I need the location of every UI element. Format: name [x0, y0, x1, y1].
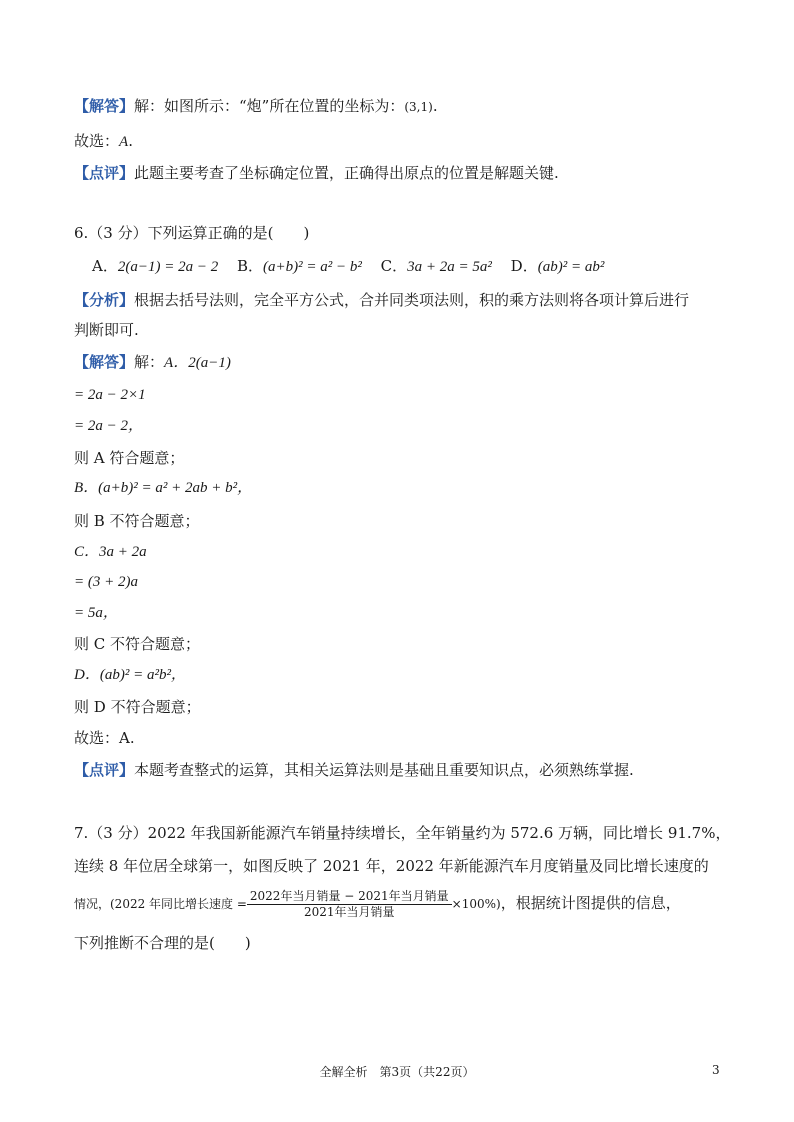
q6-options	[92, 256, 618, 277]
q6-step1: = 2a − 2×1	[74, 387, 146, 403]
dianping-tag: 【点评】	[74, 164, 135, 182]
q6-option-b	[237, 257, 362, 275]
q6-option-c	[381, 257, 492, 275]
q5-choice-label: 故选：	[74, 132, 120, 150]
q7-fraction-numerator: 2022年当月销量 − 2021年当月销量	[247, 889, 452, 905]
q6-solution-c: C．3a + 2a	[74, 544, 147, 560]
jieda-tag: 【解答】	[74, 353, 135, 371]
q6-option-d	[511, 257, 605, 275]
q6-conclusion-d: 则 D 不符合题意；	[74, 698, 201, 716]
q7-line1: 7.（3 分）2022 年我国新能源汽车销量持续增长，全年销量约为 572.6 万辆，同比增长 91.7%，	[74, 824, 731, 842]
q6-solution-a-expr: 2(a−1)	[188, 355, 231, 371]
jieda-tag: 【解答】	[74, 97, 135, 115]
q6-solution-b: B．(a+b)² = a² + 2ab + b²，	[74, 480, 253, 496]
option-letter: C．	[380, 257, 408, 275]
q6-solution-a-label: A．	[164, 355, 189, 371]
q6-solution-intro: 解：	[134, 353, 165, 371]
q6-final-choice: 故选：A.	[74, 729, 135, 747]
q6-conclusion-c: 则 C 不符合题意；	[74, 635, 201, 653]
q6-conclusion-b: 则 B 不符合题意；	[74, 512, 200, 530]
q6-solution-d: D．(ab)² = a²b²，	[74, 667, 186, 683]
q5-choice-end: .	[128, 132, 133, 150]
q5-comment-line	[74, 163, 559, 183]
q5-comment-text: 此题主要考查了坐标确定位置，正确得出原点的位置是解题关键.	[134, 164, 559, 182]
option-expr: (a+b)² = a² − b²	[263, 259, 362, 275]
q6-step2: = 2a − 2，	[74, 418, 143, 434]
option-letter: D．	[510, 257, 538, 275]
q6-analysis-line2: 判断即可.	[74, 321, 139, 339]
q7-line3	[74, 887, 681, 920]
q6-conclusion-a: 则 A 符合题意；	[74, 449, 185, 467]
q7-line4: 下列推断不合理的是( )	[74, 934, 251, 952]
q7-rate-label: 情况，(2022 年同比增长速度 =	[74, 897, 247, 911]
q7-rate-multiplier: ×100%)	[451, 897, 501, 911]
option-letter: B．	[236, 257, 264, 275]
q7-fraction-denominator: 2021年当月销量	[304, 904, 395, 919]
page-number: 3	[712, 1063, 720, 1077]
q6-comment-text: 本题考查整式的运算，其相关运算法则是基础且重要知识点，必须熟练掌握.	[134, 761, 634, 779]
q6-analysis-text: 根据去括号法则，完全平方公式，合并同类项法则，积的乘方法则将各项计算后进行	[134, 291, 690, 309]
q7-line3-tail: ，根据统计图提供的信息，	[500, 894, 681, 912]
page-footer: 全解全析 第3页（共22页）	[319, 1065, 475, 1079]
q7-rate-fraction	[247, 889, 452, 920]
q5-answer-text: 解：如图所示：“炮”所在位置的坐标为：	[134, 97, 405, 115]
option-expr: (ab)² = ab²	[537, 259, 605, 275]
dianping-tag: 【点评】	[74, 761, 135, 779]
q6-solution-head	[74, 352, 231, 373]
option-expr: 2(a−1) = 2a − 2	[117, 259, 219, 275]
q5-period: .	[432, 97, 438, 115]
q6-stem: 6.（3 分）下列运算正确的是( )	[74, 224, 310, 242]
fenxi-tag: 【分析】	[74, 291, 135, 309]
q6-c-step1: = (3 + 2)a	[74, 574, 138, 590]
q6-option-a	[92, 257, 218, 275]
q5-coordinate: (3,1)	[404, 100, 433, 114]
option-expr: 3a + 2a = 5a²	[407, 259, 492, 275]
q5-answer-line	[74, 96, 438, 117]
option-letter: A．	[92, 257, 118, 275]
q6-c-step2: = 5a，	[74, 605, 118, 621]
q7-line2: 连续 8 年位居全球第一，如图反映了 2021 年，2022 年新能源汽车月度销量及同比增长速度的	[74, 857, 709, 875]
q6-comment-line	[74, 760, 634, 780]
q5-choice-line	[74, 131, 133, 152]
q6-analysis-line1	[74, 290, 689, 310]
q5-choice-answer: A	[119, 134, 129, 150]
